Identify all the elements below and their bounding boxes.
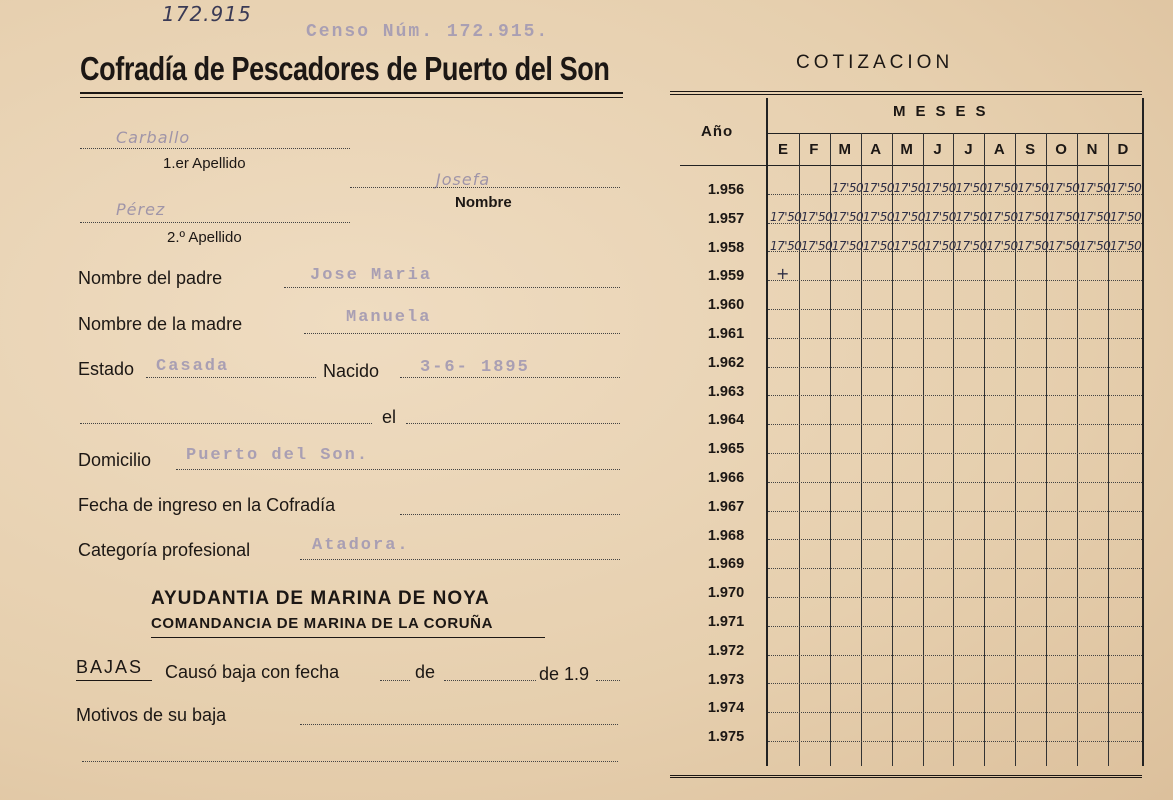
year-row-line	[768, 597, 1142, 598]
payment-mark: 17'50	[955, 238, 987, 253]
year-row-line	[768, 424, 1142, 425]
estado-value: Casada	[156, 357, 230, 376]
year-label: 1.963	[707, 383, 745, 400]
year-label: 1.972	[707, 642, 745, 659]
month-column-line	[892, 133, 893, 766]
payment-mark: 17'50	[986, 209, 1018, 224]
month-label: E	[777, 141, 788, 158]
second-surname-line	[80, 222, 350, 223]
year-label: 1.965	[707, 441, 745, 458]
file-number: 172.915	[162, 2, 252, 26]
payment-mark: 17'50	[924, 181, 956, 195]
year-row-line	[768, 568, 1142, 569]
domicilio-value: Puerto del Son.	[186, 446, 370, 465]
estado-line	[146, 377, 316, 378]
year-row-line	[768, 683, 1142, 684]
month-column-line	[923, 133, 924, 766]
year-row-line	[768, 626, 1142, 627]
payment-mark: 17'50	[862, 181, 895, 195]
month-label: O	[1055, 141, 1067, 158]
nacido-label: Nacido	[323, 361, 380, 381]
month-label: N	[1086, 141, 1098, 158]
year-row-line	[768, 539, 1142, 540]
bajas-day-line	[380, 680, 410, 681]
first-surname-label: 1.er Apellido	[163, 155, 246, 172]
bajas-de: de	[415, 662, 436, 682]
payment-mark: +	[776, 264, 789, 284]
year-row-line	[768, 655, 1142, 656]
first-surname-line	[80, 148, 350, 149]
table-right-border	[1142, 98, 1144, 766]
month-column-line	[984, 133, 985, 766]
authority-line1: AYUDANTIA DE MARINA DE NOYA	[151, 588, 490, 609]
name-label: Nombre	[455, 194, 512, 211]
year-row-line	[768, 309, 1142, 310]
payment-mark: 17'50	[1017, 238, 1049, 253]
month-label: A	[993, 141, 1005, 158]
father-value: Jose Maria	[310, 266, 433, 285]
year-label: 1.956	[707, 182, 745, 198]
year-label: 1.968	[707, 527, 745, 544]
bajas-month-line	[444, 680, 536, 681]
payment-mark: 17'50	[1017, 209, 1049, 224]
payment-mark: 17'50	[893, 238, 925, 253]
header-bottom-rule	[680, 165, 1141, 166]
ingreso-label: Fecha de ingreso en la Cofradía	[78, 495, 336, 515]
title-underline	[80, 92, 623, 98]
payment-mark: 17'50	[1109, 238, 1142, 253]
nacido-value: 3-6- 1895	[420, 358, 530, 377]
payment-mark: 17'50	[862, 238, 895, 253]
motivos-line	[300, 724, 618, 725]
year-label: 1.957	[707, 210, 745, 227]
ingreso-line	[400, 514, 620, 515]
payment-mark: 17'50	[770, 238, 802, 253]
payment-mark: 17'50	[800, 238, 833, 253]
bajas-text: Causó baja con fecha	[165, 662, 340, 682]
year-label: 1.962	[707, 354, 745, 371]
year-row-line	[768, 511, 1142, 512]
year-row-line	[768, 453, 1142, 454]
bajas-year: de 1.9	[539, 664, 590, 684]
domicilio-label: Domicilio	[78, 450, 152, 470]
mother-line	[304, 333, 620, 334]
mother-label: Nombre de la madre	[78, 314, 243, 334]
census-stamp: Censo Núm. 172.915.	[306, 22, 550, 42]
mother-value: Manuela	[346, 308, 432, 327]
month-label: J	[933, 141, 942, 158]
month-label: S	[1025, 141, 1036, 158]
month-label: F	[809, 141, 819, 158]
year-row-line	[768, 338, 1142, 339]
second-surname-value: Pérez	[116, 200, 166, 219]
month-label: D	[1117, 141, 1129, 158]
el-label: el	[382, 407, 397, 427]
domicilio-line	[176, 469, 620, 470]
birthplace-line-2	[406, 423, 620, 424]
year-row-line	[768, 712, 1142, 713]
name-line	[350, 187, 620, 188]
month-label: M	[838, 141, 852, 158]
year-header: Año	[701, 123, 734, 140]
year-label: 1.961	[707, 326, 745, 342]
payment-mark: 17'50	[1079, 238, 1111, 253]
bajas-underline	[76, 680, 152, 681]
payment-mark: 17'50	[986, 181, 1018, 195]
year-label: 1.958	[707, 239, 745, 256]
year-label: 1.971	[707, 614, 745, 630]
first-surname-value: Carballo	[116, 128, 191, 147]
name-value: Josefa	[436, 170, 491, 189]
categoria-label: Categoría profesional	[78, 540, 251, 560]
year-row-line	[768, 367, 1142, 368]
month-column-line	[1015, 133, 1016, 766]
year-label: 1.970	[707, 585, 745, 602]
payment-mark: 17'50	[1048, 209, 1080, 224]
year-label: 1.964	[707, 412, 745, 429]
month-column-line	[799, 133, 800, 766]
second-surname-label: 2.º Apellido	[167, 229, 242, 246]
payment-mark: 17'50	[955, 209, 987, 224]
motivos-line-2	[82, 761, 618, 762]
year-row-line	[768, 482, 1142, 483]
month-column-line	[1077, 133, 1078, 766]
payment-mark: 17'50	[1048, 238, 1080, 253]
payment-mark: 17'50	[1048, 181, 1080, 195]
year-label: 1.969	[707, 556, 745, 573]
payment-mark: 17'50	[862, 209, 895, 224]
year-label: 1.974	[707, 700, 745, 717]
month-label: M	[900, 141, 913, 158]
year-column-border	[766, 98, 768, 766]
year-row-line	[768, 741, 1142, 742]
payment-mark: 17'50	[1109, 181, 1142, 195]
bajas-year-line	[596, 680, 620, 681]
categoria-line	[300, 559, 620, 560]
year-label: 1.967	[707, 498, 745, 515]
month-label: J	[964, 141, 973, 158]
month-label: A	[870, 141, 882, 158]
year-row-line	[768, 280, 1142, 281]
motivos-label: Motivos de su baja	[76, 705, 227, 725]
year-label: 1.959	[707, 268, 745, 285]
estado-label: Estado	[78, 359, 135, 379]
payment-mark: 17'50	[1017, 181, 1049, 195]
nacido-line	[400, 377, 620, 378]
month-column-line	[1046, 133, 1047, 766]
year-label: 1.973	[707, 671, 745, 688]
year-label: 1.966	[707, 470, 745, 486]
payment-mark: 17'50	[1079, 181, 1111, 195]
payment-mark: 17'50	[986, 238, 1018, 253]
payment-mark: 17'50	[1079, 209, 1111, 224]
bajas-label: BAJAS	[76, 657, 144, 677]
month-column-line	[953, 133, 954, 766]
payment-mark: 17'50	[1109, 209, 1142, 224]
authority-underline	[151, 637, 545, 638]
page-title: Cofradía de Pescadores de Puerto del Son	[80, 50, 610, 87]
birthplace-line	[80, 423, 372, 424]
payment-mark: 17'50	[800, 209, 833, 224]
year-label: 1.975	[707, 729, 745, 746]
year-label: 1.960	[707, 297, 745, 314]
payment-mark: 17'50	[831, 181, 864, 195]
father-line	[284, 287, 620, 288]
month-column-line	[1108, 133, 1109, 766]
payment-mark: 17'50	[770, 209, 802, 224]
payment-mark: 17'50	[924, 238, 956, 253]
authority-line2: COMANDANCIA DE MARINA DE LA CORUÑA	[151, 615, 494, 632]
month-column-line	[830, 133, 831, 766]
months-header: MESES	[893, 103, 996, 120]
year-row-line	[768, 395, 1142, 396]
payment-mark: 17'50	[955, 181, 987, 195]
cotizacion-title: COTIZACION	[796, 52, 954, 73]
categoria-value: Atadora.	[312, 536, 410, 555]
months-header-rule	[768, 133, 1142, 134]
month-column-line	[861, 133, 862, 766]
payment-mark: 17'50	[924, 209, 956, 224]
payment-mark: 17'50	[893, 209, 925, 224]
payment-mark: 17'50	[831, 209, 864, 224]
payment-mark: 17'50	[831, 238, 864, 253]
payment-mark: 17'50	[893, 181, 925, 195]
father-label: Nombre del padre	[78, 268, 223, 288]
